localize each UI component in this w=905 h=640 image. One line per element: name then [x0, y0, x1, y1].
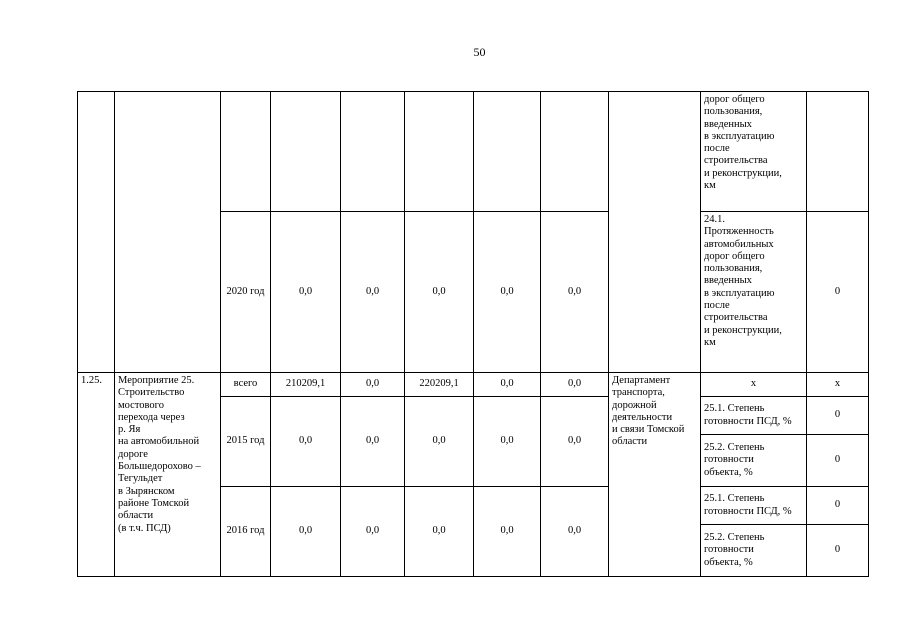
target-cell: 0 [807, 487, 869, 525]
table-row [78, 373, 869, 397]
target-cell: 0 [807, 525, 869, 577]
value-cell: 0,0 [271, 487, 341, 577]
executor-cell: Департамент транспорта, дорожной деятельности и связи Томской области [609, 373, 701, 577]
year-cell [221, 92, 271, 212]
value-cell [405, 92, 474, 212]
year-cell: всего [221, 373, 271, 397]
program-measures-table [77, 91, 869, 577]
value-cell: 0,0 [405, 487, 474, 577]
value-cell [271, 92, 341, 212]
target-cell: 0 [807, 397, 869, 435]
value-cell [341, 92, 405, 212]
target-cell [807, 92, 869, 212]
value-cell: 0,0 [271, 397, 341, 487]
value-cell: 0,0 [474, 487, 541, 577]
value-cell: 0,0 [474, 373, 541, 397]
indicator-cell: 25.1. Степень готовности ПСД, % [701, 397, 807, 435]
indicator-cell: дорог общего пользования, введенных в эксплуатацию после строительства и реконструкции, км [701, 92, 807, 212]
target-cell: x [807, 373, 869, 397]
page-number: 50 [473, 45, 486, 59]
value-cell: 0,0 [341, 212, 405, 373]
value-cell: 0,0 [541, 397, 609, 487]
year-cell: 2016 год [221, 487, 271, 577]
indicator-cell: 25.1. Степень готовности ПСД, % [701, 487, 807, 525]
value-cell: 0,0 [541, 487, 609, 577]
year-cell: 2020 год [221, 212, 271, 373]
value-cell: 0,0 [271, 212, 341, 373]
target-cell: 0 [807, 435, 869, 487]
value-cell: 0,0 [474, 397, 541, 487]
indicator-cell: x [701, 373, 807, 397]
indicator-cell: 25.2. Степень готовности объекта, % [701, 435, 807, 487]
table-row [78, 92, 869, 212]
measure-name-cell: Мероприятие 25. Строительство мостового перехода через р. Яя на автомобильной дороге Большедорохово – Тегульдет в Зырянском районе Томской области (в т.ч. ПСД) [115, 373, 221, 577]
value-cell: 0,0 [341, 397, 405, 487]
measure-name-cell [115, 92, 221, 373]
value-cell: 0,0 [405, 397, 474, 487]
measure-number-cell: 1.25. [78, 373, 115, 577]
indicator-cell: 25.2. Степень готовности объекта, % [701, 525, 807, 577]
value-cell: 0,0 [341, 487, 405, 577]
measure-number-cell [78, 92, 115, 373]
value-cell: 0,0 [474, 212, 541, 373]
value-cell: 220209,1 [405, 373, 474, 397]
value-cell [474, 92, 541, 212]
value-cell: 0,0 [541, 373, 609, 397]
executor-cell [609, 92, 701, 373]
target-cell: 0 [807, 212, 869, 373]
value-cell: 0,0 [405, 212, 474, 373]
value-cell: 210209,1 [271, 373, 341, 397]
value-cell: 0,0 [341, 373, 405, 397]
value-cell [541, 92, 609, 212]
indicator-cell: 24.1. Протяженность автомобильных дорог общего пользования, введенных в эксплуатацию после строительства и реконструкции, км [701, 212, 807, 373]
year-cell: 2015 год [221, 397, 271, 487]
value-cell: 0,0 [541, 212, 609, 373]
